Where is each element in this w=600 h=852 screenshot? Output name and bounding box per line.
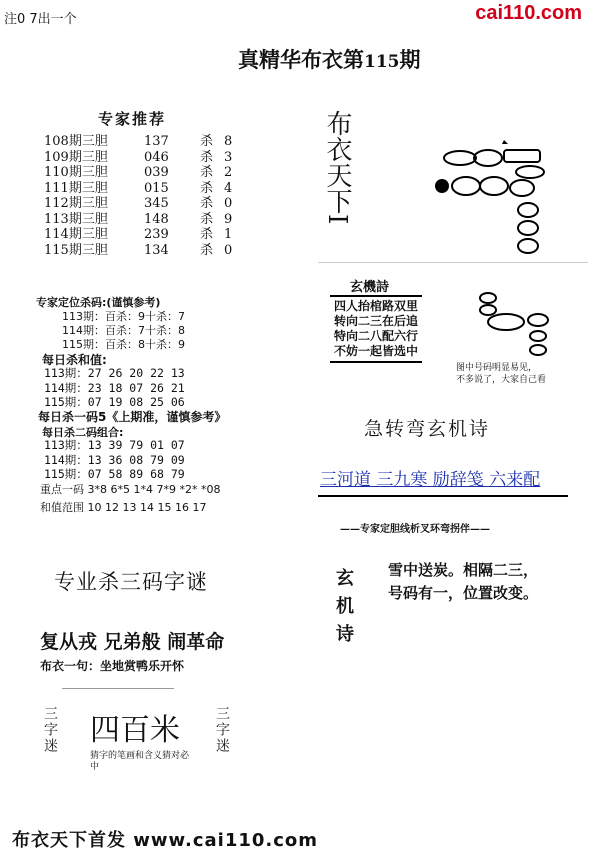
pick-kill-number: 8 (224, 134, 233, 149)
expert-dingdan-text: 专家定胆线析叉环弯拐伴 (360, 524, 470, 535)
turn-poem-heading: 急转弯玄机诗 (364, 418, 491, 440)
caption-line: 不多说了，大家自己看 (456, 375, 547, 385)
pick-row (44, 243, 232, 259)
sum-row: 114期：23 18 07 26 21 (44, 380, 185, 395)
pick-row (44, 227, 232, 243)
page-title (238, 44, 421, 74)
xuanji-vertical-label: 玄机诗 (333, 568, 354, 652)
chain-figure-icon (432, 140, 568, 256)
divider (318, 495, 568, 497)
caption-line: 图中号码明显易见， (456, 363, 538, 373)
pick-kill-number: 3 (224, 149, 233, 165)
pick-numbers: 148 (144, 211, 169, 227)
pick-row (44, 212, 232, 228)
dingwei-row: 114期：百杀：7十杀：8 (62, 324, 185, 337)
pick-kill-number: 1 (224, 227, 233, 242)
pick-issue: 108期三胆 (44, 134, 108, 149)
pick-kill-label: 杀 (200, 227, 214, 242)
pick-kill-number: 0 (224, 242, 233, 258)
sum-row: 113期：27 26 20 22 13 (44, 366, 185, 380)
sum-row: 115期：07 19 08 25 06 (44, 395, 185, 409)
divider (318, 262, 588, 263)
poem-line: 雪中送炭。相隔二三， (388, 561, 539, 579)
kill-two-row: 114期：13 36 08 79 09 (44, 452, 185, 467)
three-character-riddle-label-right: 三字迷 (214, 706, 230, 754)
pick-numbers: 345 (144, 196, 169, 211)
top-note: 注0 7出一个 (4, 12, 77, 27)
pick-kill-number: 4 (224, 180, 233, 196)
riddle-word: 四百米 (90, 713, 180, 748)
dash-right: —— (470, 524, 490, 535)
kill-two-list (44, 438, 185, 482)
pick-row (44, 134, 232, 150)
buyi-one-line: 布衣一句：坐地赏鸭乐开怀 (40, 659, 185, 673)
pick-issue: 115期三胆 (44, 242, 108, 258)
blue-poem-band: 三河道 三九寒 励辞笺 六来配 (320, 470, 541, 490)
pick-issue: 114期三胆 (44, 227, 108, 242)
pick-numbers: 015 (144, 180, 169, 196)
pick-row (44, 150, 232, 166)
dingwei-row: 115期：百杀：8十杀：9 (62, 338, 185, 351)
key-number-line: 重点一码 3*8 6*5 1*4 7*9 *2* *08 (40, 483, 221, 496)
pick-issue: 113期三胆 (44, 211, 108, 227)
pick-row (44, 165, 232, 181)
dingwei-list (62, 310, 185, 352)
pick-issue: 111期三胆 (44, 180, 108, 196)
dingwei-heading: 专家定位杀码:(谨慎参考) (36, 296, 161, 309)
xuanji-line: 特向二八配六行 (334, 329, 419, 343)
pick-kill-label: 杀 (200, 149, 214, 165)
expert-dingdan-label (340, 520, 490, 535)
riddle-poem (388, 559, 538, 605)
poem-line: 号码有一，位置改变。 (388, 584, 539, 602)
title-issue: 115 (364, 52, 400, 72)
pick-numbers: 134 (144, 242, 169, 258)
pick-issue: 112期三胆 (44, 196, 108, 211)
pick-kill-number: 9 (224, 211, 233, 227)
sum-heading: 每日杀和值: (42, 353, 107, 367)
dash-left: —— (340, 524, 360, 535)
riddle-heading: 专业杀三码字谜 (54, 570, 208, 594)
footer-credit[interactable]: 布衣天下首发 www.cai110.com (12, 830, 319, 851)
pick-kill-label: 杀 (200, 180, 214, 196)
kill-two-row: 115期：07 58 89 68 79 (44, 467, 185, 481)
xuanji-poem (330, 295, 422, 363)
xuanji-heading: 玄機詩 (350, 280, 390, 295)
pick-issue: 109期三胆 (44, 149, 108, 165)
riddle-hint: 猜字的笔画和含义猜对必中 (90, 751, 190, 772)
pick-row (44, 181, 232, 197)
three-character-riddle-label-left: 三字迷 (42, 706, 58, 754)
kill-two-row: 113期：13 39 79 01 07 (44, 438, 185, 452)
pick-kill-label: 杀 (200, 196, 214, 211)
pick-numbers: 137 (144, 134, 169, 149)
pick-kill-number: 2 (224, 165, 233, 180)
title-prefix: 真精华布衣第 (238, 47, 364, 72)
sum-range-line: 和值范围 10 12 13 14 15 16 17 (40, 501, 207, 514)
divider (62, 688, 174, 689)
dingwei-row: 113期：百杀：9十杀：7 (62, 310, 185, 323)
expert-picks-list (44, 134, 232, 258)
kill-two-heading: 每日杀二码组合: (42, 426, 124, 439)
title-suffix: 期 (399, 47, 421, 72)
pick-issue: 110期三胆 (44, 165, 108, 180)
image-caption (456, 362, 546, 386)
daily-kill-one: 每日杀一码5《上期准，谨慎参考》 (38, 410, 227, 424)
pick-kill-label: 杀 (200, 211, 214, 227)
xuanji-line: 不妨一起皆选中 (334, 344, 419, 358)
pick-kill-label: 杀 (200, 134, 214, 149)
pick-kill-number: 0 (224, 196, 233, 211)
xuanji-line: 四人抬棺路双里 (334, 299, 419, 313)
expert-heading: 专家推荐 (98, 110, 167, 128)
pick-kill-label: 杀 (200, 242, 214, 258)
pick-numbers: 239 (144, 227, 169, 242)
pick-numbers: 039 (144, 165, 169, 180)
site-logo-text[interactable]: cai110.com (475, 2, 582, 24)
xuanji-line: 转向二三在后追 (334, 314, 419, 328)
pick-numbers: 046 (144, 149, 169, 165)
pick-row (44, 196, 232, 212)
buyi-vertical-title: 布衣天下I (322, 110, 352, 225)
pick-kill-label: 杀 (200, 165, 214, 180)
ring-figure-icon (476, 290, 556, 360)
sum-list (44, 366, 185, 410)
riddle-poem-line: 复从戎 兄弟般 闹革命 (40, 631, 225, 653)
